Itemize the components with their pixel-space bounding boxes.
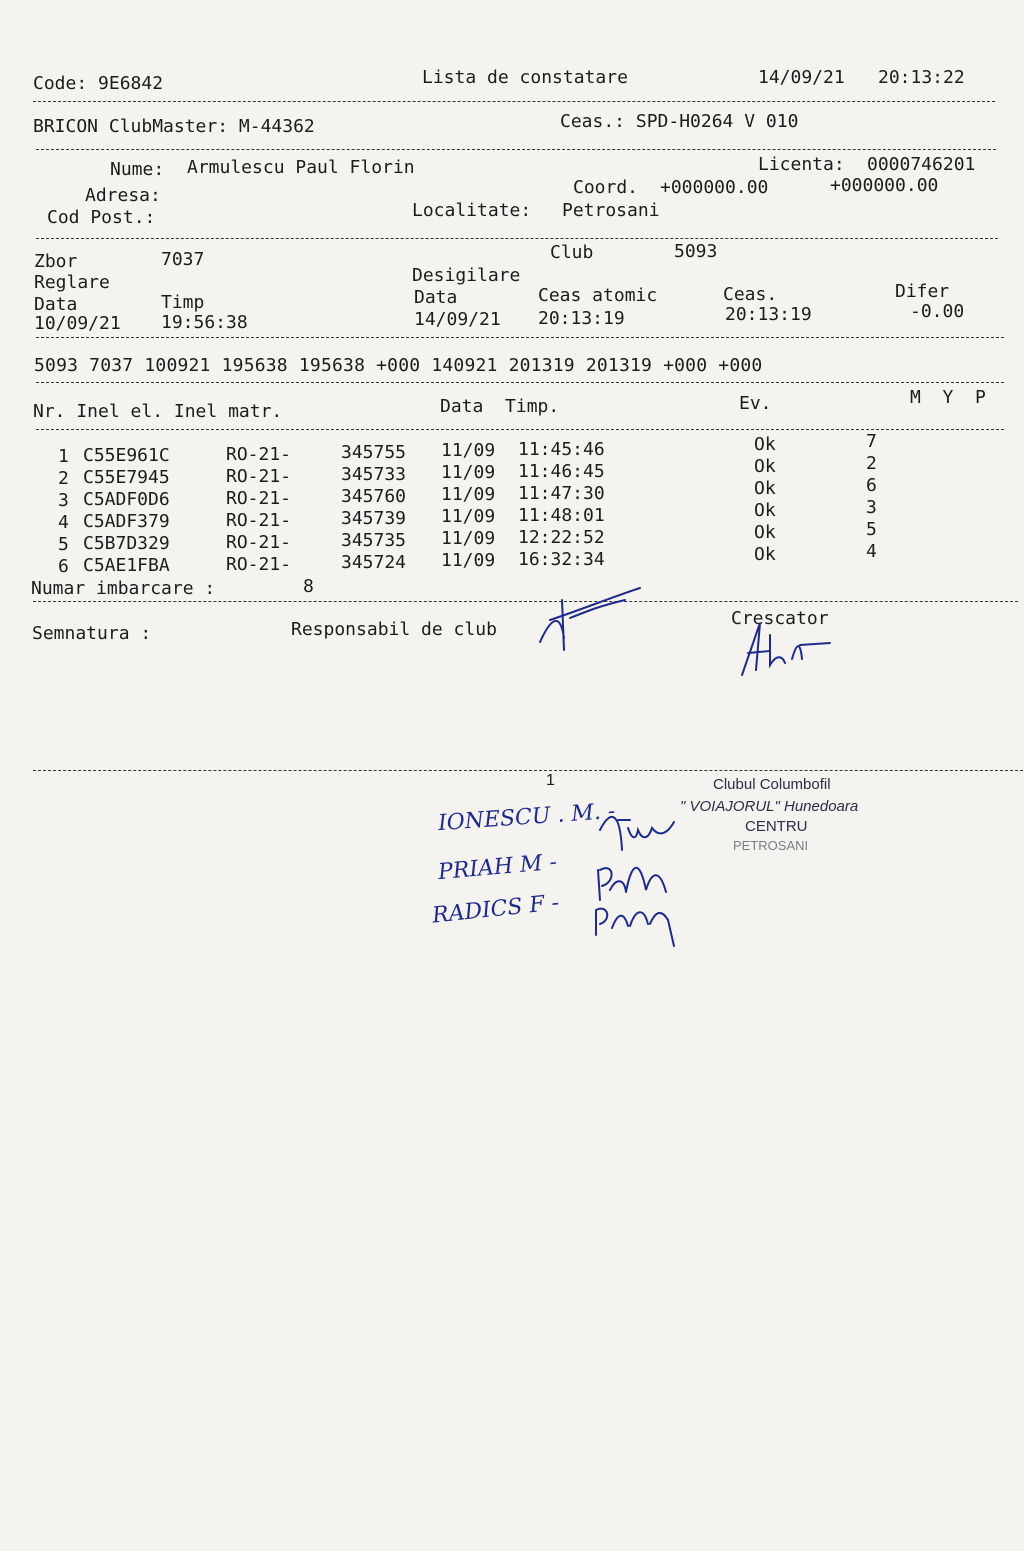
desigilare-label: Desigilare xyxy=(412,265,521,286)
row-m: 4 xyxy=(866,541,877,562)
row-ev: Ok xyxy=(754,456,776,477)
row-number: 6 xyxy=(58,556,69,577)
desig-date: 14/09/21 xyxy=(414,309,501,330)
row-time: 11:48:01 xyxy=(518,505,605,526)
row-number: 3 xyxy=(58,490,69,511)
row-ring-el: C5AE1FBA xyxy=(83,555,170,576)
ceas-label: Ceas. xyxy=(723,284,778,305)
locality-value: Petrosani xyxy=(562,200,660,221)
row-m: 3 xyxy=(866,497,877,518)
row-ring-number: 345739 xyxy=(341,508,407,529)
clock-id: Ceas.: SPD-H0264 V 010 xyxy=(560,111,799,132)
row-ring-number: 345760 xyxy=(341,486,407,507)
row-ring-number: 345724 xyxy=(341,552,407,573)
divider xyxy=(33,601,1018,602)
coord-value-1: +000000.00 xyxy=(660,177,769,198)
row-ring-number: 345733 xyxy=(341,464,407,485)
row-ring-prefix: RO-21- xyxy=(226,444,292,465)
row-time: 12:22:52 xyxy=(518,527,605,548)
signature-label: Semnatura : xyxy=(32,623,152,644)
address-label: Adresa: xyxy=(85,185,161,206)
club-responsible-signature xyxy=(530,580,650,660)
breeder-signature xyxy=(730,615,840,685)
row-ring-prefix: RO-21- xyxy=(226,532,292,553)
committee-signatures xyxy=(590,800,690,950)
col-header-ev: Ev. xyxy=(739,393,772,414)
flight-code-line: 5093 7037 100921 195638 195638 +000 140921 201319 201319 +000 +000 xyxy=(34,355,763,376)
stamp-line-4: PETROSANI xyxy=(733,838,809,853)
divider xyxy=(36,149,996,150)
name-label: Nume: xyxy=(110,159,165,180)
row-ev: Ok xyxy=(754,478,776,499)
system-id: BRICON ClubMaster: M-44362 xyxy=(33,116,315,137)
reglare-timp-label: Timp xyxy=(161,292,205,313)
row-date: 11/09 xyxy=(441,506,496,527)
row-ev: Ok xyxy=(754,522,776,543)
col-header-date-time: Data Timp. xyxy=(440,396,560,417)
reglare-time: 19:56:38 xyxy=(161,312,248,333)
handwritten-name-3: RADICS F - xyxy=(430,890,561,929)
imbarcare-value: 8 xyxy=(303,576,314,597)
owner-name: Armulescu Paul Florin xyxy=(187,157,415,178)
row-ring-el: C5ADF0D6 xyxy=(83,489,170,510)
divider xyxy=(33,101,995,102)
club-responsible-label: Responsabil de club xyxy=(291,619,497,640)
desig-data-label: Data xyxy=(414,287,458,308)
row-ring-number: 345755 xyxy=(341,442,407,463)
row-ring-prefix: RO-21- xyxy=(226,466,292,487)
difer-value: -0.00 xyxy=(910,301,965,322)
row-ring-el: C55E7945 xyxy=(83,467,170,488)
stamp-line-1: Clubul Columbofil xyxy=(713,776,831,793)
row-ev: Ok xyxy=(754,500,776,521)
row-m: 7 xyxy=(866,431,877,452)
row-number: 2 xyxy=(58,468,69,489)
row-date: 11/09 xyxy=(441,440,496,461)
row-m: 5 xyxy=(866,519,877,540)
row-date: 11/09 xyxy=(441,484,496,505)
reglare-label: Reglare xyxy=(34,272,110,293)
col-header-rings: Nr. Inel el. Inel matr. xyxy=(33,401,283,422)
coord-value-2: +000000.00 xyxy=(830,175,939,196)
atomic-time: 20:13:19 xyxy=(538,308,625,329)
col-header-myp: M Y P xyxy=(910,387,986,408)
row-ring-prefix: RO-21- xyxy=(226,488,292,509)
atomic-label: Ceas atomic xyxy=(538,285,658,306)
row-number: 4 xyxy=(58,512,69,533)
locality-label: Localitate: xyxy=(412,200,532,221)
row-ev: Ok xyxy=(754,544,776,565)
document-title: Lista de constatare xyxy=(422,67,628,88)
stamp-line-2: " VOIAJORUL" Hunedoara xyxy=(680,798,859,815)
club-label: Club xyxy=(550,242,594,263)
row-time: 16:32:34 xyxy=(518,549,605,570)
stamp-line-3: CENTRU xyxy=(745,818,808,835)
reglare-date: 10/09/21 xyxy=(34,313,121,334)
row-ring-el: C5B7D329 xyxy=(83,533,170,554)
breeder-label: Crescator xyxy=(731,608,829,629)
club-value: 5093 xyxy=(674,241,718,262)
clock-time: 20:13:19 xyxy=(725,304,812,325)
row-ring-prefix: RO-21- xyxy=(226,554,292,575)
row-ring-number: 345735 xyxy=(341,530,407,551)
row-ring-el: C55E961C xyxy=(83,445,170,466)
row-date: 11/09 xyxy=(441,550,496,571)
row-number: 5 xyxy=(58,534,69,555)
handwritten-name-2: PRIAH M - xyxy=(437,849,558,886)
divider xyxy=(36,429,1004,430)
divider xyxy=(33,770,1023,771)
divider xyxy=(36,382,1004,383)
page-number: 1 xyxy=(546,772,555,789)
row-time: 11:47:30 xyxy=(518,483,605,504)
coord-label: Coord. xyxy=(573,177,639,198)
header-time: 20:13:22 xyxy=(878,67,965,88)
header-date: 14/09/21 xyxy=(758,67,845,88)
reglare-data-label: Data xyxy=(34,294,78,315)
row-date: 11/09 xyxy=(441,528,496,549)
imbarcare-label: Numar imbarcare : xyxy=(31,578,216,599)
zbor-label: Zbor xyxy=(34,251,78,272)
row-ring-el: C5ADF379 xyxy=(83,511,170,532)
zbor-value: 7037 xyxy=(161,249,205,270)
row-ev: Ok xyxy=(754,434,776,455)
divider xyxy=(36,238,998,239)
row-time: 11:45:46 xyxy=(518,439,605,460)
handwritten-name-1: IONESCU . M. - xyxy=(437,798,617,837)
divider xyxy=(36,337,1004,338)
row-m: 2 xyxy=(866,453,877,474)
row-date: 11/09 xyxy=(441,462,496,483)
row-time: 11:46:45 xyxy=(518,461,605,482)
row-number: 1 xyxy=(58,446,69,467)
code-label: Code: 9E6842 xyxy=(33,73,164,94)
row-ring-prefix: RO-21- xyxy=(226,510,292,531)
postcode-label: Cod Post.: xyxy=(47,207,156,228)
licence-label: Licenta: xyxy=(758,154,845,175)
difer-label: Difer xyxy=(895,281,950,302)
licence-value: 0000746201 xyxy=(867,154,976,175)
row-m: 6 xyxy=(866,475,877,496)
